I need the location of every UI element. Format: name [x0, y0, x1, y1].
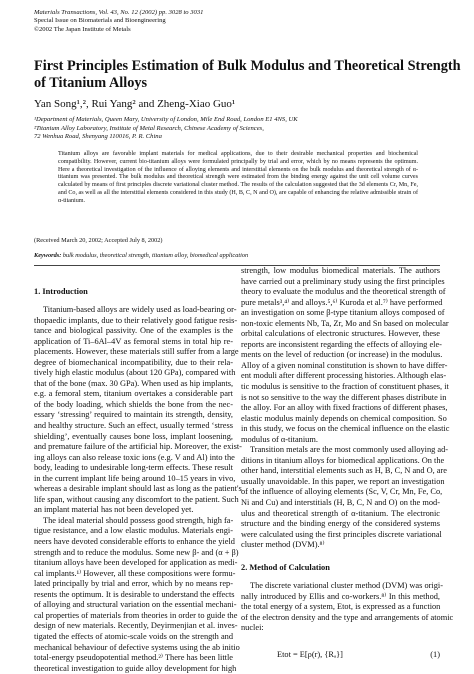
abstract: Titanium alloys are favorable implant materials for medical applications, due to their desirable mechanical properties and biochemical compatibility. However, current bio-titanium alloys were formulated principally by trial and error, which by no means represents the optimum. Here a theoretical investigation of the influence of alloying elements and interstitial elements on the bulk modulus and theoretical strength of α-titanium was presented. The bulk modulus and theoretical strength were estimated from the binding energy against the unit cell volume curves calculated by means of first principles discrete variational cluster method. The results of the calculation suggested that the 3d elements Cr, Mn, Fe, and Co, as well as all the interstitial elements considered in this study (H, B, C, N and O), are capable of enhancing the relative admissible strain of α-titanium. — [58, 151, 418, 204]
text-line: cal implants.¹⁾ However, all these compositions were formu- — [34, 568, 236, 578]
left-column-text — [34, 305, 242, 674]
text-line: tigue resistance, and a low elastic modulus. Materials engi- — [34, 526, 233, 536]
journal-citation: Materials Transactions, Vol. 43, No. 12 (2002) pp. 3028 to 3031 — [34, 9, 204, 16]
journal-header — [34, 9, 203, 34]
text-line: shielding’, eventually causes bone loss, implant loosening, — [34, 431, 233, 441]
text-line: The discrete variational cluster method (DVM) was origi- — [250, 581, 444, 590]
text-line: Transition metals are the most commonly used alloying ad- — [250, 445, 449, 455]
text-line: the alloy. For an alloy with fixed fractions of different phases, — [241, 403, 448, 413]
text-line: degree of biomechanical incompatibility, due to their rela- — [34, 357, 233, 367]
affiliation-1: ¹Department of Materials, Queen Mary, University of London, Mile End Road, London E1 4NS, UK — [34, 116, 298, 123]
text-line: cluster method (DVM).⁸⁾ — [241, 540, 325, 550]
text-line: total-energy pseudopotential method.²⁾ There has been little — [34, 653, 233, 663]
text-line: the total energy of a system, Etot, is expressed as a function — [241, 602, 441, 612]
text-line: of alloying and structural variation on the essential mechani- — [34, 600, 237, 610]
text-line: body, leading to undesirable long-term effects. These result — [34, 463, 233, 473]
text-line: lated principally by trial and error, which by no means rep- — [34, 579, 233, 589]
text-line: neers have devoted considerable efforts to enhance the yield — [34, 537, 235, 547]
text-line: an implant material has not been developed yet. — [34, 505, 194, 515]
text-line: of the body loading, which shields the bone from the nec- — [34, 399, 233, 409]
text-line: life span, without causing any discomfort to the patient. Such — [34, 494, 239, 504]
text-line: The ideal material should possess good strength, high fa- — [43, 515, 234, 525]
text-line: nally introduced by Ellis and co-workers.⁸⁾ In this method, — [241, 591, 440, 601]
text-line: and healthy structure. Such an effect, usually termed ‘stress — [34, 421, 233, 431]
text-line: resents the optimum. It is desirable to understand the effects — [34, 589, 235, 599]
text-line: an investigation on some β-type titanium alloys composed of — [241, 308, 445, 318]
text-line: pure metals³,⁴⁾ and alloys.⁵,⁶⁾ Kuroda et al.⁷⁾ have performed — [241, 297, 443, 307]
text-line: e.g. a femoral stem, titanium overtakes a considerable part — [34, 389, 233, 399]
text-line: design of new materials. Recently, Deyirmenjian et al. inves- — [34, 621, 238, 631]
text-line: placements. However, these materials still suffer from a large — [34, 347, 239, 357]
equation-body: Etot = E[ρ(r), {Rₐ}] — [277, 650, 343, 659]
keywords-label: Keywords: — [34, 252, 62, 259]
title-line-2: of Titanium Alloys — [34, 75, 148, 91]
text-line: orbital calculations of electronic structures. However, these — [241, 329, 440, 339]
text-line: thopaedic implants, due to their relatively good fatigue resis- — [34, 315, 238, 325]
section-heading-method: 2. Method of Calculation — [241, 563, 330, 572]
keywords — [34, 252, 248, 260]
text-line: other hand, interstitial elements such as H, B, C, N and O, are — [241, 466, 447, 476]
text-line: titanium alloys have been developed for application as medi- — [34, 558, 238, 568]
text-line: is not so sensitive to the way the different phases distribute in — [241, 392, 447, 402]
special-issue-label: Special Issue on Biomaterials and Bioengineering — [34, 17, 166, 25]
received-dates: (Received March 20, 2002; Accepted July 8, 2002) — [34, 237, 163, 244]
text-line: non-toxic elements Nb, Ta, Zr, Mo and Sn based on molecular — [241, 318, 449, 328]
text-line: mechanical behaviour of defective systems using the ab initio — [34, 642, 240, 652]
method-paragraph — [241, 581, 454, 634]
paper-title — [34, 58, 461, 92]
text-line: nuclei: — [241, 623, 264, 633]
text-line: theoretical investigation to guide alloy development for high — [34, 663, 237, 673]
text-line: were calculated using the first principles discrete variational — [241, 529, 442, 539]
keywords-text: bulk modulus, theoretical strength, titanium alloy, biomedical application — [62, 252, 249, 259]
text-line: of the electron density and the type and arrangements of atomic — [241, 612, 454, 622]
copyright-notice: ©2002 The Japan Institute of Metals — [34, 25, 131, 33]
text-line: in this study, we focus on the chemical influence on the elastic — [241, 424, 450, 434]
text-line: ing alloys can also release toxic ions (e.g. V and Al) into the — [34, 452, 235, 462]
text-line: cal properties of materials from theories in order to guide the — [34, 610, 238, 620]
text-line: strength, low modulus biomedical materials. The authors — [241, 266, 440, 275]
text-line: ments on the level of reduction (or increase) in the modulus. — [241, 350, 443, 360]
text-line: modulus of α-titanium. — [241, 434, 318, 444]
affiliation-2: ²Titanium Alloy Laboratory, Institute of Metal Research, Chinese Academy of Sciences, — [34, 124, 264, 132]
text-line: in the current implant life being around 10–15 years in vivo, — [34, 473, 236, 483]
author-list: Yan Song¹,², Rui Yang² and Zheng-Xiao Guo¹ — [34, 98, 236, 110]
title-line-1: First Principles Estimation of Bulk Modulus and Theoretical Strength — [34, 58, 461, 74]
text-line: essary ‘stressing’ required to maintain its strength, density, — [34, 410, 233, 420]
text-line: ditions in titanium alloys for biomedical applications. On the — [241, 455, 445, 465]
text-line: elastic modulus mainly depends on chemical composition. So — [241, 413, 447, 423]
text-line: Ni and Cu) and interstitials (H, B, C, N and O) on the mod- — [241, 498, 440, 508]
text-line: and premature failure of the artificial hip. Moreover, the exist- — [34, 442, 242, 452]
text-line: tance and biological passivity. One of the examples is the — [34, 326, 233, 336]
text-line: theory to evaluate the modulus and the theoretical strength of — [241, 287, 446, 297]
text-line: tic modulus is sensitive to the fraction of constituent phases, it — [241, 382, 449, 392]
affiliations — [34, 116, 298, 142]
text-line: tigated the effects of atomic-scale voids on the strength and — [34, 631, 233, 641]
section-heading-introduction: 1. Introduction — [34, 287, 88, 296]
text-line: of the influence of alloying elements (Sc, V, Cr, Mn, Fe, Co, — [241, 487, 443, 497]
text-line: reports are inconsistent regarding the effects of alloying ele- — [241, 339, 442, 349]
affiliation-2-address: 72 Wenhua Road, Shenyang 110016, P. R. China — [34, 133, 162, 141]
text-line: that of the bone (max. 30 GPa). When used as hip implants, — [34, 378, 234, 388]
text-line: usually unavoidable. In this paper, we report an investigation — [241, 476, 445, 486]
text-line: have carried out a preliminary study using the first principles — [241, 276, 445, 286]
equation-number: (1) — [430, 650, 440, 659]
text-line: tively high elastic modulus (about 120 GPa), compared with — [34, 368, 236, 378]
text-line: application of Ti–6Al–4V as femoral stems in total hip re- — [34, 336, 233, 346]
text-line: Titanium-based alloys are widely used as load-bearing or- — [43, 305, 237, 314]
text-line: whereas a desirable implant should last as long as the patient's — [34, 484, 242, 494]
text-line: structure and the binding energy of the considered systems — [241, 519, 440, 529]
text-line: Alloy of a given nominal constitution is shown to have differ- — [241, 360, 448, 370]
text-line: strength and to reduce the modulus. Some new β- and (α + β) — [34, 547, 239, 557]
text-line: ulus and theoretical strength of α-titanium. The electronic — [241, 508, 440, 518]
text-line: ent moduli after different processing histories. Although elas- — [241, 371, 447, 381]
right-column-text — [241, 266, 450, 551]
